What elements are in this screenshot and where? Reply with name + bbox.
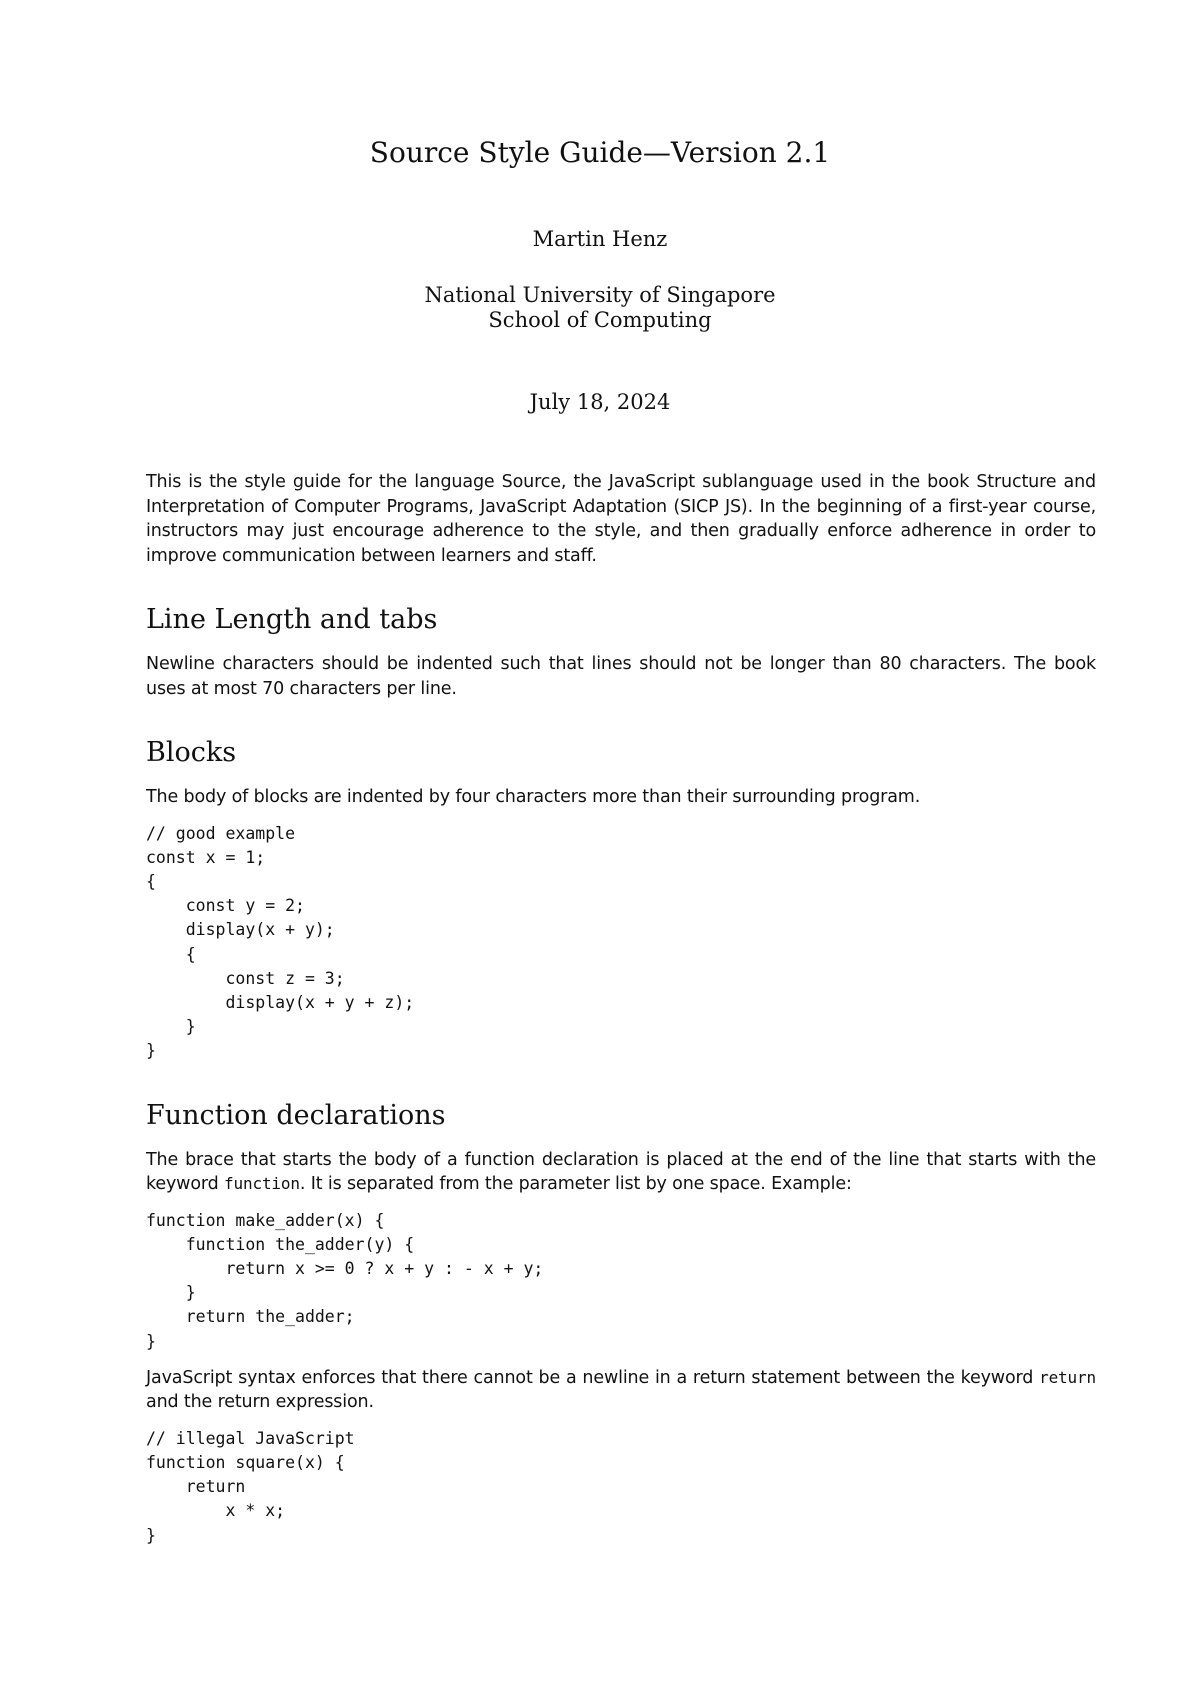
document-body	[146, 470, 1096, 1548]
return-text-before: JavaScript syntax enforces that there cannot be a newline in a return statement between the keyword	[146, 1367, 1040, 1388]
section-title-function-declarations: Function declarations	[146, 1099, 446, 1131]
line-length-paragraph: Newline characters should be indented such that lines should not be longer than 80 characters. The book uses at most 70 characters per line.	[146, 654, 1096, 699]
document-date: July 18, 2024	[529, 390, 671, 414]
function-declarations-text-before: The brace that starts the body of a function declaration is placed at the end of the line that starts with the keyword	[146, 1149, 1096, 1195]
inline-code-return: return	[1039, 1367, 1096, 1387]
function-declarations-paragraph	[146, 1148, 1096, 1197]
blocks-paragraph: The body of blocks are indented by four characters more than their surrounding program.	[146, 787, 921, 807]
function-declarations-text-after: . It is separated from the parameter list by one space. Example:	[299, 1174, 852, 1195]
section-title-blocks: Blocks	[146, 737, 237, 768]
affiliation	[0, 283, 1200, 333]
affiliation-university: National University of Singapore	[424, 283, 776, 307]
function-code-example: function make_adder(x) { function the_adder(y) { return x >= 0 ? x + y : - x + y; } return the_adder; }	[146, 1210, 544, 1351]
blocks-code-example: // good example const x = 1; { const y = 2; display(x + y); { const z = 3; display(x + y + z); } }	[146, 823, 415, 1061]
author-name: Martin Henz	[532, 227, 668, 251]
document-title: Source Style Guide—Version 2.1	[369, 136, 831, 169]
illegal-code-example: // illegal JavaScript function square(x) { return x * x; }	[146, 1428, 355, 1545]
return-newline-paragraph	[146, 1366, 1096, 1415]
return-text-after: and the return expression.	[146, 1392, 374, 1413]
section-title-line-length: Line Length and tabs	[146, 604, 438, 635]
affiliation-school: School of Computing	[488, 308, 712, 332]
intro-paragraph: This is the style guide for the language Source, the JavaScript sublanguage used in the book Structure and Interpretation of Computer Programs, JavaScript Adaptation (SICP JS). In the beginning of a first-year course, instructors may just encourage adherence to the style, and then gradually enforce adherence in order to improve communication between learners and staff.	[146, 472, 1096, 566]
inline-code-function: function	[224, 1174, 300, 1194]
